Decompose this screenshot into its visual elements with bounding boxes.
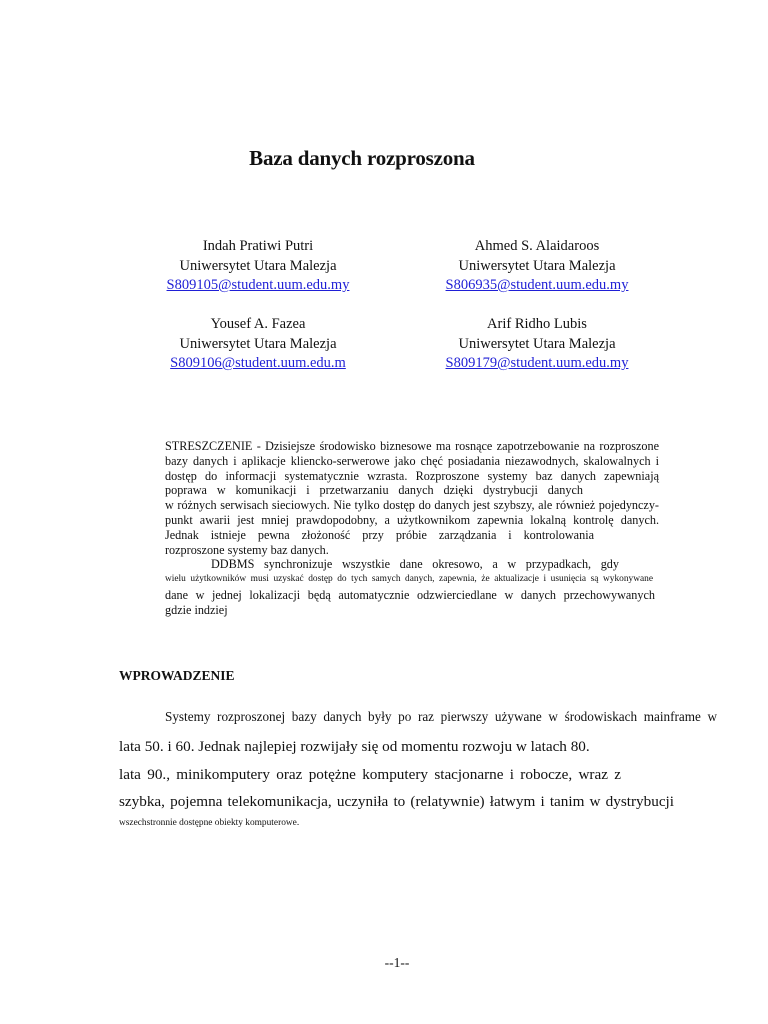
author-name: Arif Ridho Lubis <box>487 316 587 332</box>
abstract-line: bazy danych i aplikacje kliencko-serwerowe jako chęć posiadania niezawodnych, skalowalnych i <box>165 453 659 468</box>
page-number: --1-- <box>384 955 410 970</box>
abstract-line: rozproszone systemy baz danych. <box>165 542 329 557</box>
abstract <box>165 439 659 618</box>
intro-line: szybka, pojemna telekomunikacja, uczyniła to (relatywnie) łatwym i tanim w dystrybucji <box>119 793 674 810</box>
intro-line: Systemy rozproszonej bazy danych były po raz pierwszy używane w środowiskach mainframe w <box>165 709 717 724</box>
abstract-line: STRESZCZENIE - Dzisiejsze środowisko biznesowe ma rosnące zapotrzebowanie na rozproszone <box>165 439 659 453</box>
abstract-line: dane w jednej lokalizacji będą automatycznie odzwierciedlane w danych przechowywanych <box>165 588 655 603</box>
abstract-line: gdzie indziej <box>165 602 228 617</box>
author-block-2 <box>397 237 677 296</box>
intro-line: lata 50. i 60. Jednak najlepiej rozwijały się od momentu rozwoju w latach 80. <box>119 738 590 755</box>
page-title: Baza danych rozproszona <box>249 146 475 170</box>
author-block-3 <box>118 315 398 374</box>
abstract-line: poprawa w komunikacji i przetwarzaniu danych dzięki dystrybucji danych <box>165 483 583 498</box>
abstract-line: DDBMS synchronizuje wszystkie dane okresowo, a w przypadkach, gdy <box>211 557 619 572</box>
intro-line: wszechstronnie dostępne obiekty komputerowe. <box>119 818 300 828</box>
intro-line: lata 90., minikomputery oraz potężne komputery stacjonarne i robocze, wraz z <box>119 766 621 783</box>
author-block-1 <box>118 237 398 296</box>
author-email-link[interactable]: S809105@student.uum.edu.my <box>166 277 350 293</box>
abstract-line: dostęp do informacji systematycznie wzrasta. Rozproszone systemy baz danych zapewniają <box>165 468 659 483</box>
author-email-link[interactable]: S806935@student.uum.edu.my <box>445 277 629 293</box>
author-name: Yousef A. Fazea <box>210 316 306 332</box>
abstract-line: wielu użytkowników musi uzyskać dostęp do tych samych danych, zapewnia, że aktualizacje i usunięcia są wykonywane <box>165 574 653 585</box>
intro-paragraph <box>119 709 717 828</box>
author-email-link[interactable]: S809179@student.uum.edu.my <box>445 355 629 371</box>
author-name: Ahmed S. Alaidaroos <box>474 238 600 254</box>
author-name: Indah Pratiwi Putri <box>202 238 314 254</box>
author-affiliation: Uniwersytet Utara Malezja <box>458 257 616 274</box>
abstract-line: punkt awarii jest mniej prawdopodobny, a użytkownikom zapewnia lokalną kontrolę danych. <box>165 512 659 527</box>
author-email-link[interactable]: S809106@student.uum.edu.m <box>170 355 346 371</box>
abstract-line: w różnych serwisach sieciowych. Nie tylko dostęp do danych jest szybszy, ale również pojedynczy- <box>165 498 659 513</box>
author-affiliation: Uniwersytet Utara Malezja <box>179 335 337 352</box>
abstract-line: Jednak istnieje pewna złożoność przy próbie zarządzania i kontrolowania <box>165 527 594 542</box>
author-affiliation: Uniwersytet Utara Malezja <box>179 257 337 274</box>
section-heading: WPROWADZENIE <box>119 668 235 683</box>
author-block-4 <box>397 315 677 374</box>
author-affiliation: Uniwersytet Utara Malezja <box>458 335 616 352</box>
